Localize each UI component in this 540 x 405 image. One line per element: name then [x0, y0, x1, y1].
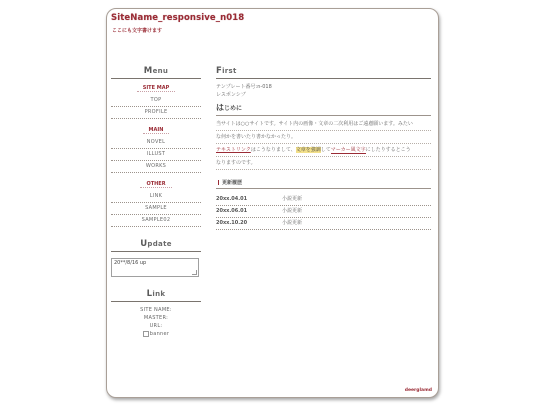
sidebar-item-illust[interactable]: ILLUST — [111, 149, 201, 161]
main-content — [216, 64, 431, 230]
history-row — [216, 194, 431, 206]
main-heading-rest: irst — [222, 67, 237, 75]
marker-text: マーカー風文字 — [330, 147, 366, 153]
update-textarea[interactable]: 20**/8/16 up — [111, 258, 199, 277]
update-heading-initial: U — [140, 239, 148, 249]
history-text: 小説更新 — [282, 220, 303, 226]
history-date: 20xx.06.01 — [216, 208, 248, 214]
banner-image[interactable] — [143, 330, 170, 338]
update-heading — [111, 237, 201, 252]
sidebar-item-top[interactable]: TOP — [111, 95, 201, 107]
site-title[interactable]: SiteName_responsive_n018 — [111, 13, 245, 23]
intro-paragraph — [216, 118, 431, 170]
history-text: 小説更新 — [282, 196, 303, 202]
category-sitemap — [111, 85, 201, 91]
link-heading-initial: L — [146, 289, 153, 299]
history-list — [216, 194, 431, 230]
intro-line-1: 当サイトは○○サイトです。サイト内の画像・文章の二次利用はご遠慮願います。みたい — [216, 118, 431, 131]
update-heading-rest: pdate — [147, 240, 172, 248]
master-label: MASTER: — [143, 315, 169, 321]
history-heading: 更新履歴 — [216, 179, 431, 189]
intro-heading — [216, 102, 431, 116]
url-label: URL: — [149, 323, 163, 329]
history-row — [216, 206, 431, 218]
category-other — [111, 181, 201, 187]
sidebar — [111, 64, 201, 340]
page-frame — [106, 8, 439, 398]
text-link[interactable]: テキストリンク — [216, 147, 251, 153]
menu-heading — [111, 64, 201, 79]
link-heading-rest: ink — [152, 290, 166, 298]
category-sitemap-label: SITE MAP — [137, 85, 176, 92]
main-heading-initial: F — [216, 66, 223, 76]
intro-line-2: な何かを書いたり書かなかったり。 — [216, 131, 431, 144]
menu-heading-rest: enu — [152, 67, 169, 75]
template-meta — [216, 83, 431, 99]
link-info — [111, 306, 201, 340]
banner-alt-text: banner — [149, 331, 170, 337]
intro-line-3a: はこうなりまして、 — [250, 147, 296, 153]
main-heading — [216, 64, 431, 79]
intro-line-4: なりますのです。 — [216, 157, 431, 170]
sidebar-item-sample[interactable]: SAMPLE — [111, 203, 201, 215]
strong-text: 文章を強調 — [295, 147, 321, 153]
template-number: テンプレート番号:n-018 — [216, 84, 272, 90]
history-date: 20xx.04.01 — [216, 196, 248, 202]
responsive-label: レスポンシブ — [216, 92, 246, 98]
sidebar-item-works[interactable]: WORKS — [111, 161, 201, 173]
history-row — [216, 218, 431, 230]
history-date: 20xx.10.20 — [216, 220, 248, 226]
history-text: 小説更新 — [282, 208, 303, 214]
site-name-label: SITE NAME: — [140, 307, 172, 313]
sidebar-item-sample02[interactable]: SAMPLE02 — [111, 215, 201, 227]
menu-heading-initial: M — [143, 66, 153, 76]
category-other-label: OTHER — [140, 181, 171, 188]
category-main — [111, 127, 201, 133]
sidebar-item-link[interactable]: LINK — [111, 191, 201, 203]
link-heading — [111, 287, 201, 302]
designer-credit[interactable]: deerglamd — [404, 388, 432, 393]
sidebar-item-profile[interactable]: PROFILE — [111, 107, 201, 119]
broken-image-icon — [143, 331, 149, 337]
intro-line-3b: して — [320, 147, 331, 153]
intro-heading-initial: は — [216, 103, 224, 112]
sidebar-item-novel[interactable]: NOVEL — [111, 137, 201, 149]
category-main-label: MAIN — [143, 127, 170, 134]
site-subtitle: ここにも文字書けます — [112, 28, 163, 34]
intro-line-3c: にしたりするとこう — [365, 147, 411, 153]
intro-line-3 — [216, 144, 431, 157]
intro-heading-rest: じめに — [224, 105, 243, 112]
